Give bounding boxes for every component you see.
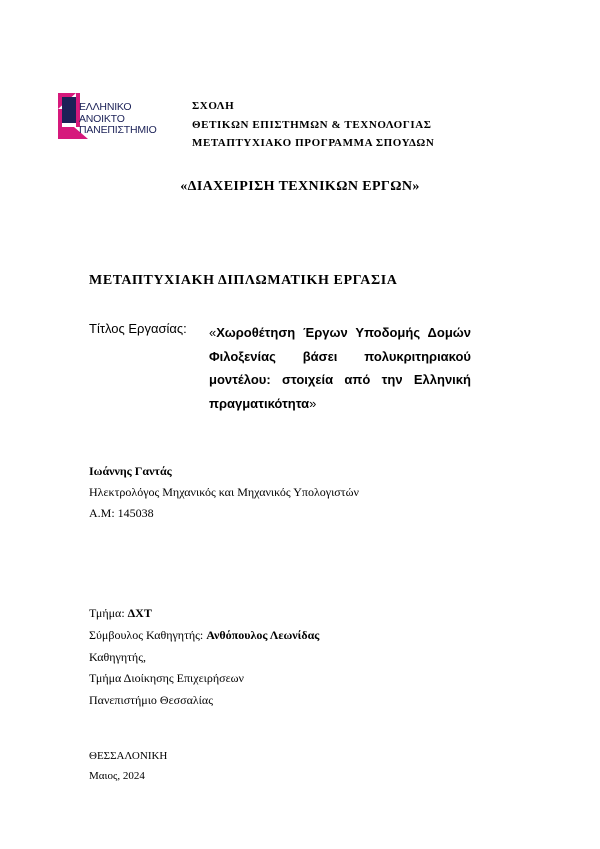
author-block xyxy=(89,461,359,524)
school-line-2: ΘΕΤΙΚΩΝ ΕΠΙΣΤΗΜΩΝ & ΤΕΧΝΟΛΟΓΙΑΣ xyxy=(192,118,432,131)
advisor-position: Καθηγητής, xyxy=(89,649,146,664)
place-date-block xyxy=(89,746,167,786)
thesis-type: ΜΕΤΑΠΤΥΧΙΑΚΗ ΔΙΠΛΩΜΑΤΙΚΗ ΕΡΓΑΣΙΑ xyxy=(89,273,398,288)
school-line-1: ΣΧΟΛΗ xyxy=(192,100,235,112)
title-close-quote: » xyxy=(309,395,317,411)
author-name: Ιωάννης Γαντάς xyxy=(89,464,172,478)
advisor-department: Τμήμα Διοίκησης Επιχειρήσεων xyxy=(89,671,244,686)
advisor-name: Ανθόπουλος Λεωνίδας xyxy=(206,627,320,642)
logo-line-1: ΕΛΛΗΝΙΚΟ xyxy=(79,101,132,113)
author-am: Α.Μ: 145038 xyxy=(89,506,154,520)
university-logo xyxy=(58,93,183,143)
advisor-block xyxy=(89,603,319,712)
logo-line-2: ΑΝΟΙΚΤΟ xyxy=(79,112,125,125)
logo-text xyxy=(79,102,157,137)
department-value: ΔΧΤ xyxy=(127,606,152,620)
advisor-university: Πανεπιστήμιο Θεσσαλίας xyxy=(89,693,213,708)
logo-line-3: ΠΑΝΕΠΙΣΤΗΜΙΟ xyxy=(79,124,157,136)
department-label: Τμήμα: xyxy=(89,606,125,620)
advisor-label: Σύμβουλος Καθηγητής: xyxy=(89,627,204,642)
title-open-quote: « xyxy=(209,325,217,340)
school-header xyxy=(192,97,434,153)
title-label: Τίτλος Εργασίας: xyxy=(89,321,187,336)
school-line-3: ΜΕΤΑΠΤΥΧΙΑΚΟ ΠΡΟΓΡΑΜΜΑ ΣΠΟΥΔΩΝ xyxy=(192,137,435,149)
program-name: «ΔΙΑΧΕΙΡΙΣΗ ΤΕΧΝΙΚΩΝ ΕΡΓΩΝ» xyxy=(180,179,420,194)
author-degree: Ηλεκτρολόγος Μηχανικός και Μηχανικός Υπολογιστών xyxy=(89,485,359,499)
department-line xyxy=(89,603,319,625)
title-text: Χωροθέτηση Έργων Υποδομής Δομών Φιλοξενίας βάσει πολυκριτηριακού μοντέλου: στοιχεία από την Ελληνική πραγματικότητα xyxy=(209,325,471,411)
date: Μαιος, 2024 xyxy=(89,770,145,782)
thesis-title xyxy=(209,321,471,415)
advisor-line xyxy=(89,625,319,647)
city: ΘΕΣΣΑΛΟΝΙΚΗ xyxy=(89,750,168,762)
